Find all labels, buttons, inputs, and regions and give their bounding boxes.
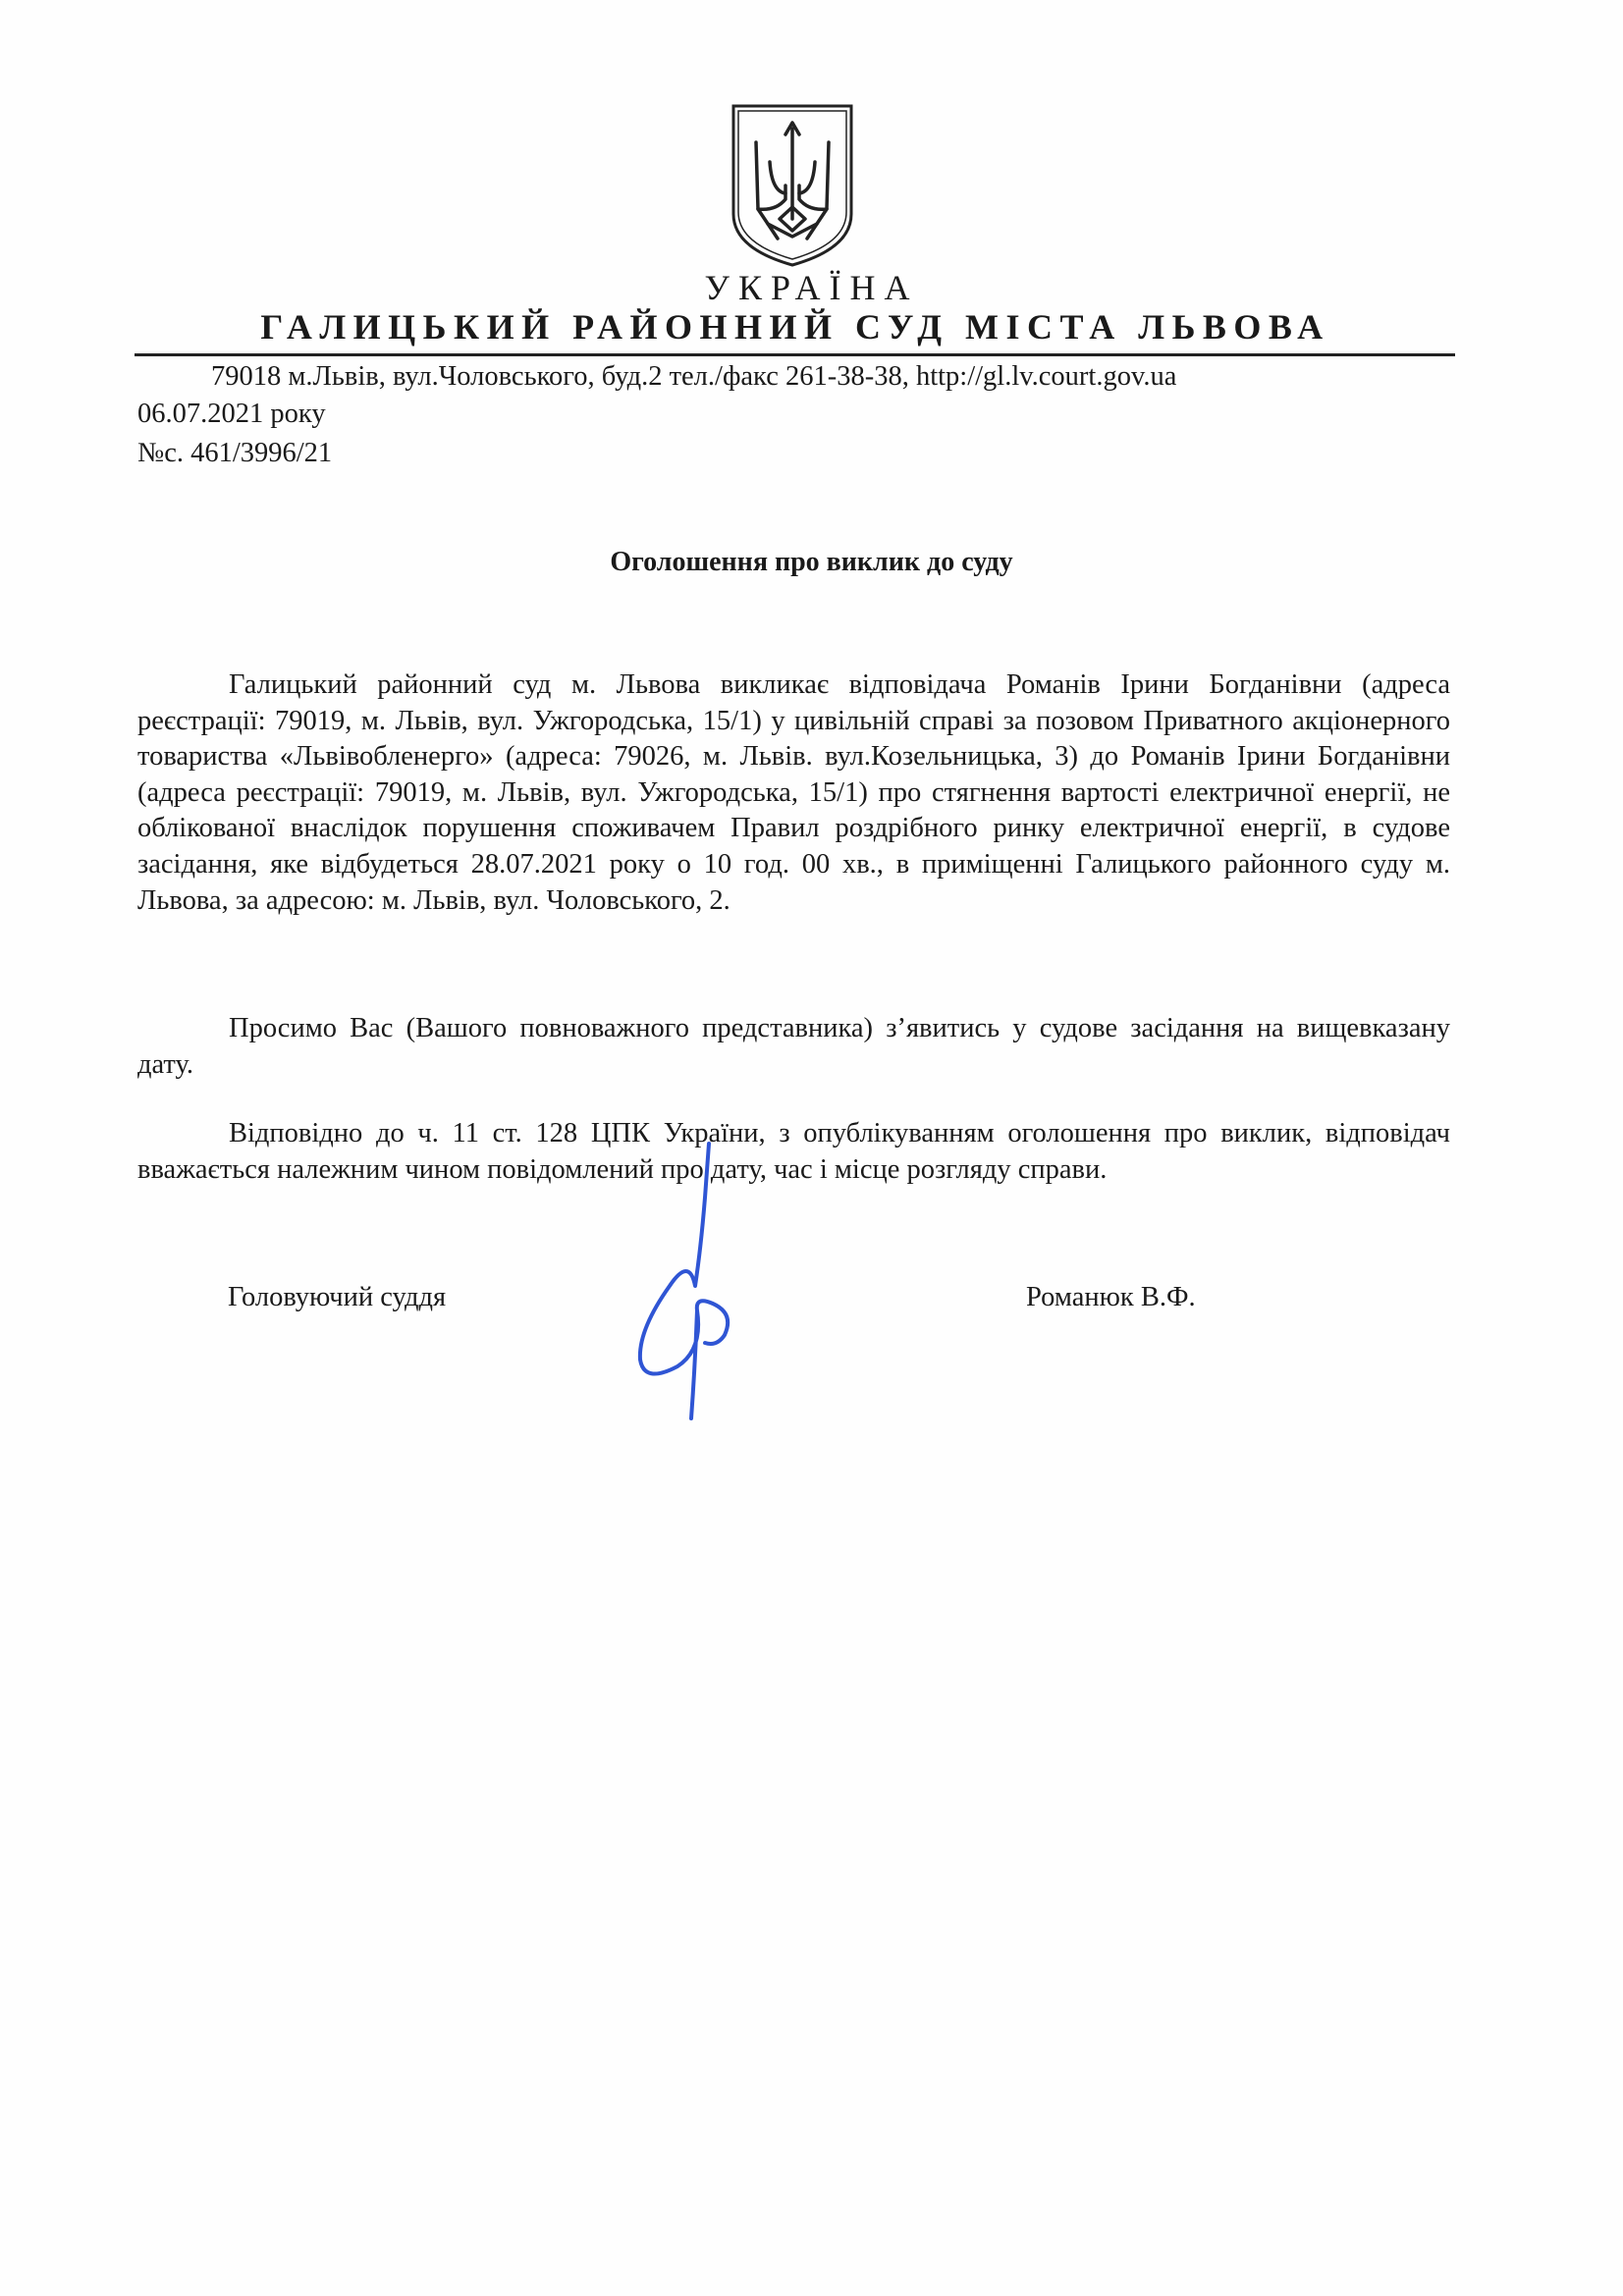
country-heading: УКРАЇНА [704, 268, 919, 307]
notice-title: Оголошення про виклик до суду [610, 547, 1013, 577]
court-name-heading: ГАЛИЦЬКИЙ РАЙОННИЙ СУД МІСТА ЛЬВОВА [260, 307, 1330, 347]
notice-paragraph-summons: Галицький районний суд м. Львова викликає відповідача Романів Ірини Богданівни (адреса реєстрації: 79019, м. Львів, вул. Ужгородська, 15/1) у цивільній справі за позовом Приватного акціонерного товариства «Львівобленерго» (адреса: 79026, м. Львів. вул.Козельницька, 3) до Романів Ірини Богданівни (адреса реєстрації: 79019, м. Львів, вул. Ужгородська, 15/1) про стягнення вартості електричної енергії, не облікованої внаслідок порушення споживачем Правил роздрібного ринку електричної енергії, в судове засідання, яке відбудеться 28.07.2021 року о 10 год. 00 хв., в приміщенні Галицького районного суду м. Львова, за адресою: м. Львів, вул. Чоловського, 2. [137, 669, 1450, 916]
document-date: 06.07.2021 року [137, 399, 326, 429]
notice-paragraph-request: Просимо Вас (Вашого повноважного представника) з’явитись у судове засідання на вищевказану дату. [137, 1013, 1450, 1080]
court-address-line: 79018 м.Львів, вул.Чоловського, буд.2 тел./факс 261-38-38, http://gl.lv.court.gov.ua [211, 361, 1177, 392]
ukraine-trident-emblem-icon [729, 101, 856, 268]
case-number: №с. 461/3996/21 [137, 438, 333, 468]
notice-paragraph-legal-basis: Відповідно до ч. 11 ст. 128 ЦПК України, з опублікуванням оголошення про виклик, відповідач вважається належним чином повідомлений про дату, час і місце розгляду справи. [137, 1118, 1450, 1185]
header-divider [135, 353, 1455, 356]
judge-role-label: Головуючий суддя [228, 1282, 447, 1312]
handwritten-signature [619, 1139, 746, 1423]
judge-name: Романюк В.Ф. [1026, 1282, 1196, 1312]
